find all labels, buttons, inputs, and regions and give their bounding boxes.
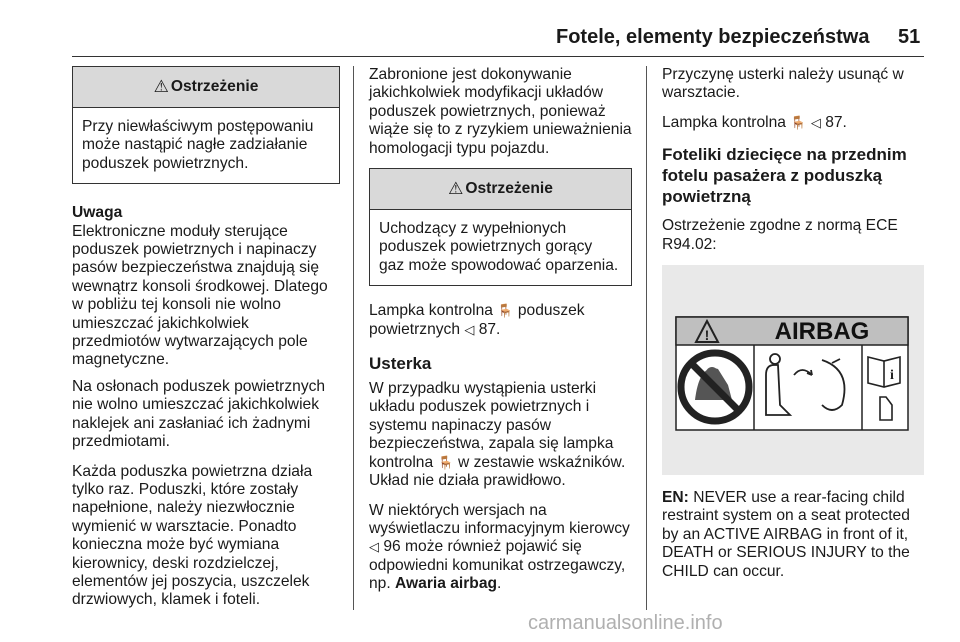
en-label: EN: [662, 489, 689, 507]
note-title: Uwaga [72, 204, 123, 222]
airbag-warning-light-icon: 🪑 [437, 454, 454, 470]
warning-box-2 [369, 168, 632, 286]
warning-box-1 [72, 66, 340, 184]
svg-text:!: ! [704, 327, 710, 344]
svg-text:i: i [890, 368, 894, 384]
warning-triangle-icon: ⚠ [448, 178, 464, 198]
watermark: carmanualsonline.info [528, 612, 723, 634]
paragraph-en-warning [662, 489, 924, 581]
lamp-text-a: Lampka kontrolna [369, 302, 493, 320]
column-2 [369, 66, 632, 605]
message-airbag-fault: Awaria airbag [395, 575, 498, 593]
column-1 [72, 66, 340, 621]
warning-box-text: Uchodzący z wypełnionych poduszek powietrznych gorący gaz może spowodować oparzenia. [379, 220, 619, 274]
airbag-warning-light-icon: 🪑 [497, 303, 514, 319]
paragraph-modifications: Zabronione jest dokonywanie jakichkolwiek modyfikacji układów poduszek powietrznych, ponieważ wiąże się to z ryzykiem unieważnienia homologacji typu pojazdu. [369, 66, 632, 157]
warning-box-text: Przy niewłaściwym postępowaniu może nastąpić nagłe zadziałanie poduszek powietrznych. [82, 118, 314, 172]
page-header-title: Fotele, elementy bezpieczeństwa [556, 26, 870, 48]
fault-text-a: W przypadku wystąpienia usterki układu poduszek powietrznych i systemu napinaczy pasów bezpieczeństwa, zapala się lampka kontrolna [369, 380, 614, 471]
section-heading-child-seats: Foteliki dziecięce na przednim fotelu pasażera z poduszką powietrzną [662, 145, 907, 207]
lamp-reference: 87. [478, 320, 501, 338]
paragraph-fault [369, 380, 632, 490]
warning-title: Ostrzeżenie [465, 179, 553, 197]
warning-title: Ostrzeżenie [170, 77, 259, 95]
en-warning-text: NEVER use a rear-facing child restraint system on a seat protected by an ACTIVE AIRBAG in front of it, DEATH or SERIOUS INJURY to the CHILD can occur. [662, 489, 910, 580]
paragraph-ece-norm: Ostrzeżenie zgodne z normą ECE R94.02: [662, 217, 898, 253]
warning-box-header [73, 67, 339, 108]
paragraph-versions: W niektórych wersjach na wyświetlaczu informacyjnym kierowcy ◁ 96 może również pojawić się odpowiedni komunikat ostrzegawczy, np. Awaria airbag. [369, 501, 630, 593]
page-reference-icon: ◁ [369, 539, 379, 555]
lamp-text: Lampka kontrolna [662, 113, 786, 131]
airbag-warning-label-figure [662, 265, 924, 475]
fault-text-b: w zestawie wskaźników. Układ nie działa prawidłowo. [369, 453, 626, 490]
airbag-warning-light-icon: 🪑 [790, 114, 807, 130]
paragraph-workshop: Przyczynę usterki należy usunąć w warsztacie. [662, 66, 904, 102]
header-rule [72, 56, 924, 57]
paragraph-replacement: Każda poduszka powietrzna działa tylko raz. Poduszki, które zostały napełnione, należy niezwłocznie wymienić w warsztacie. Ponadto konieczna może być wymiana kierownicy, deski rozdzielczej, elementów jej poszycia, uszczelek drzwiowych, klamek i foteli. [72, 462, 313, 609]
column-3 [662, 66, 924, 592]
lamp-reference: 87. [825, 113, 847, 131]
airbag-label-drawing [662, 265, 924, 475]
page-number: 51 [898, 26, 921, 48]
paragraph-lamp [369, 302, 632, 339]
warning-triangle-icon: ⚠ [153, 76, 169, 96]
column-divider-1 [353, 66, 354, 610]
note-text: Elektroniczne moduły sterujące poduszek powietrznych i napinaczy pasów bezpieczeństwa znajdują się wewnątrz konsoli środkowej. Dlatego w pobliżu tej konsoli nie wolno umieszczać jakichkolwiek przedmiotów wytwarzających pole magnetyczne. [72, 222, 328, 369]
versions-text-a: W niektórych wersjach na wyświetlaczu informacyjnym kierowcy [369, 501, 630, 537]
section-heading-fault: Usterka [369, 354, 432, 374]
versions-reference: 96 [383, 538, 401, 556]
lamp-text-b: poduszek powietrznych [369, 302, 585, 338]
paragraph-lamp-ref [662, 114, 924, 132]
page-reference-icon: ◁ [464, 321, 475, 337]
paragraph-stickers: Na osłonach poduszek powietrznych nie wolno umieszczać jakichkolwiek naklejek ani zasłaniać ich żadnymi przedmiotami. [72, 377, 326, 451]
column-divider-2 [646, 66, 647, 610]
page-reference-icon: ◁ [810, 114, 821, 130]
warning-box-header [370, 169, 631, 210]
label-airbag-text: AIRBAG [774, 318, 870, 346]
versions-text-b: może również pojawić się odpowiedni komunikat ostrzegawczy, np. [369, 538, 626, 593]
